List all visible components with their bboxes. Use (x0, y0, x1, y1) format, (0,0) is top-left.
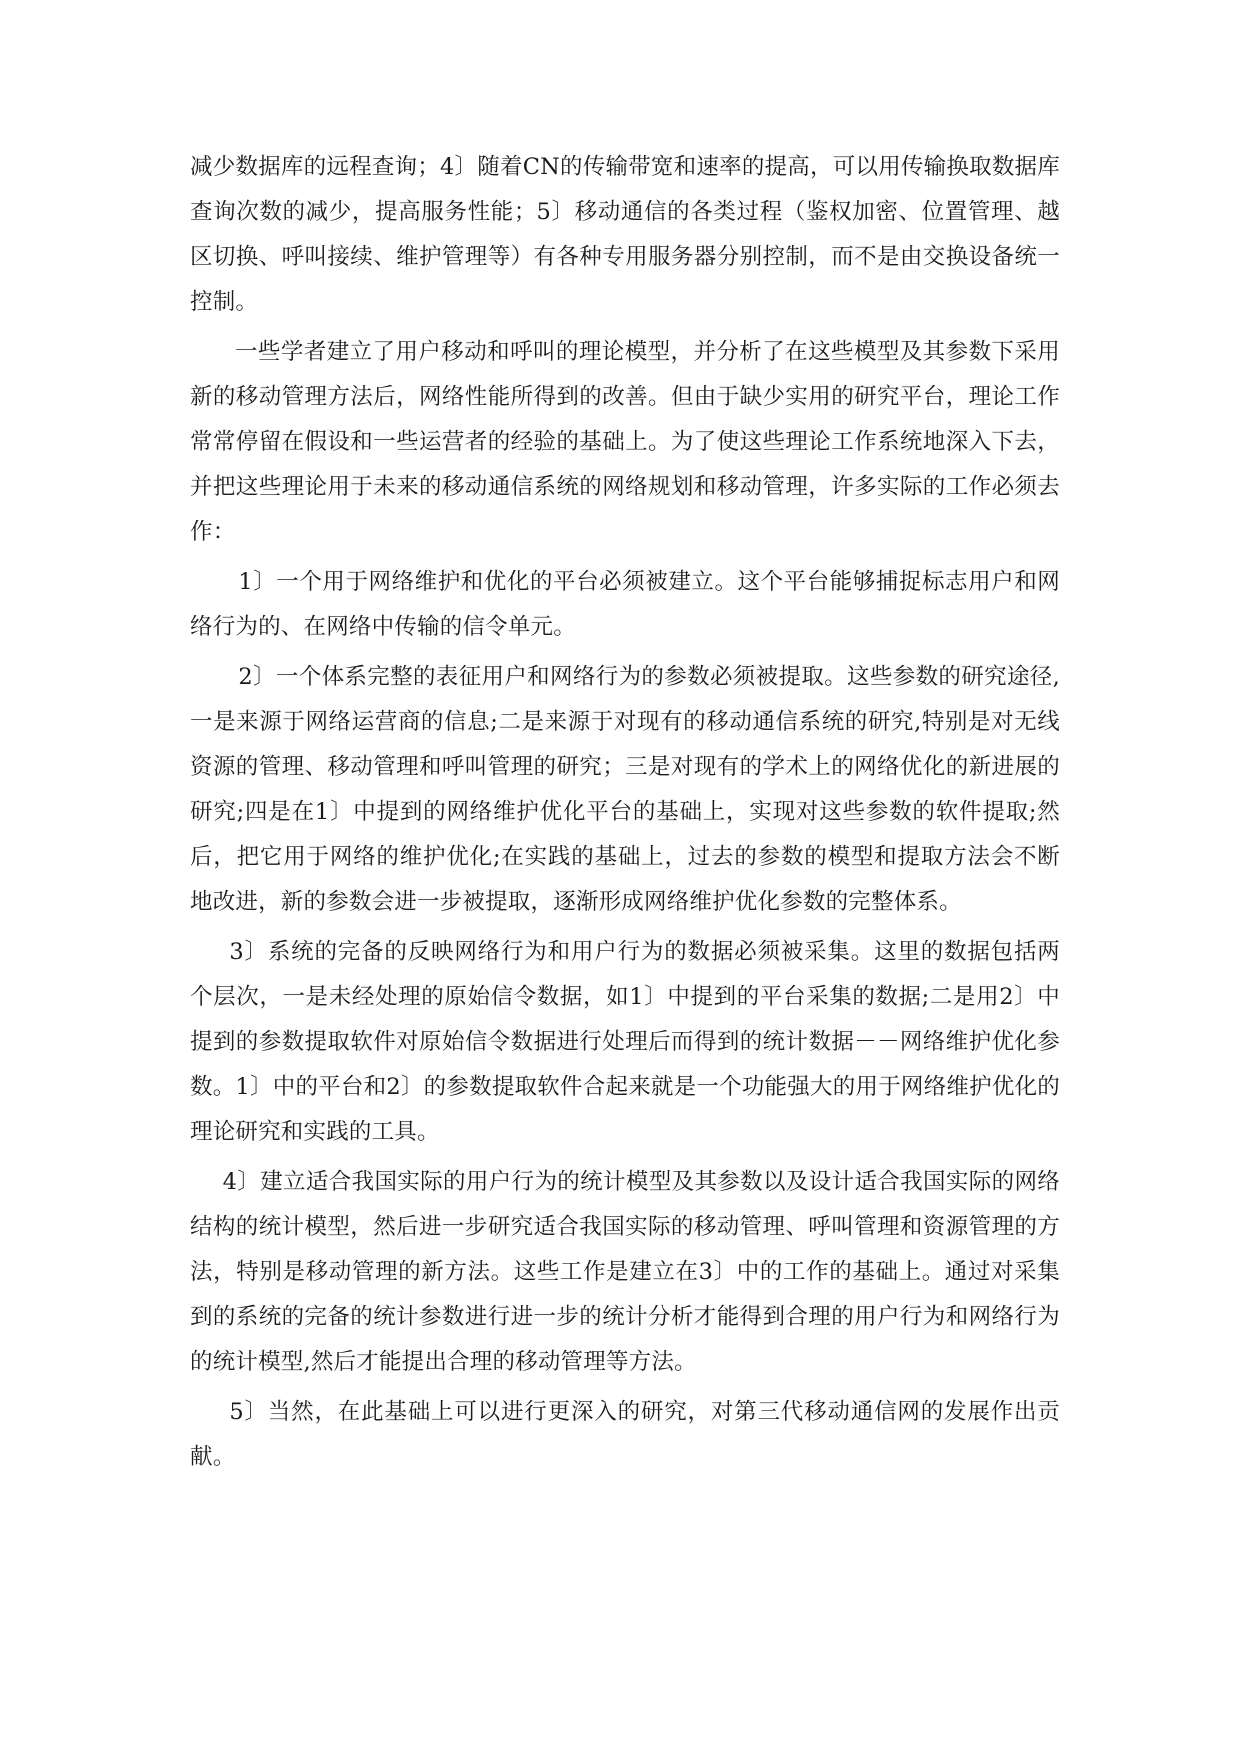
paragraph-research-overview: 一些学者建立了用户移动和呼叫的理论模型，并分析了在这些模型及其参数下采用新的移动管理方法后，网络性能所得到的改善。但由于缺少实用的研究平台，理论工作常常停留在假设和一些运营者的经验的基础上。为了使这些理论工作系统地深入下去，并把这些理论用于未来的移动通信系统的网络规划和移动管理，许多实际的工作必须去作： (190, 339, 1060, 545)
paragraph-item-3: 3〕系统的完备的反映网络行为和用户行为的数据必须被采集。这里的数据包括两个层次，一是未经处理的原始信令数据，如1〕中提到的平台采集的数据;二是用2〕中提到的参数提取软件对原始信令数据进行处理后而得到的统计数据－－网络维护优化参数。1〕中的平台和2〕的参数提取软件合起来就是一个功能强大的用于网络维护优化的理论研究和实践的工具。 (190, 939, 1060, 1145)
paragraph-item-4: 4〕建立适合我国实际的用户行为的统计模型及其参数以及设计适合我国实际的网络结构的统计模型，然后进一步研究适合我国实际的移动管理、呼叫管理和资源管理的方法，特别是移动管理的新方法。这些工作是建立在3〕中的工作的基础上。通过对采集到的系统的完备的统计参数进行进一步的统计分析才能得到合理的用户行为和网络行为的统计模型,然后才能提出合理的移动管理等方法。 (190, 1169, 1060, 1375)
paragraph-item-1: 1〕一个用于网络维护和优化的平台必须被建立。这个平台能够捕捉标志用户和网络行为的、在网络中传输的信令单元。 (190, 569, 1060, 640)
paragraph-item-5: 5〕当然，在此基础上可以进行更深入的研究，对第三代移动通信网的发展作出贡献。 (190, 1399, 1060, 1470)
paragraph-item-2: 2〕一个体系完整的表征用户和网络行为的参数必须被提取。这些参数的研究途径,一是来源于网络运营商的信息;二是来源于对现有的移动通信系统的研究,特别是对无线资源的管理、移动管理和呼叫管理的研究；三是对现有的学术上的网络优化的新进展的研究;四是在1〕中提到的网络维护优化平台的基础上，实现对这些参数的软件提取;然后，把它用于网络的维护优化;在实践的基础上，过去的参数的模型和提取方法会不断地改进，新的参数会进一步被提取，逐渐形成网络维护优化参数的完整体系。 (190, 664, 1060, 915)
document-body (190, 145, 1060, 1485)
paragraph-continuation: 减少数据库的远程查询；4〕随着CN的传输带宽和速率的提高，可以用传输换取数据库查询次数的减少，提高服务性能；5〕移动通信的各类过程（鉴权加密、位置管理、越区切换、呼叫接续、维护管理等）有各种专用服务器分别控制，而不是由交换设备统一控制。 (190, 154, 1060, 315)
